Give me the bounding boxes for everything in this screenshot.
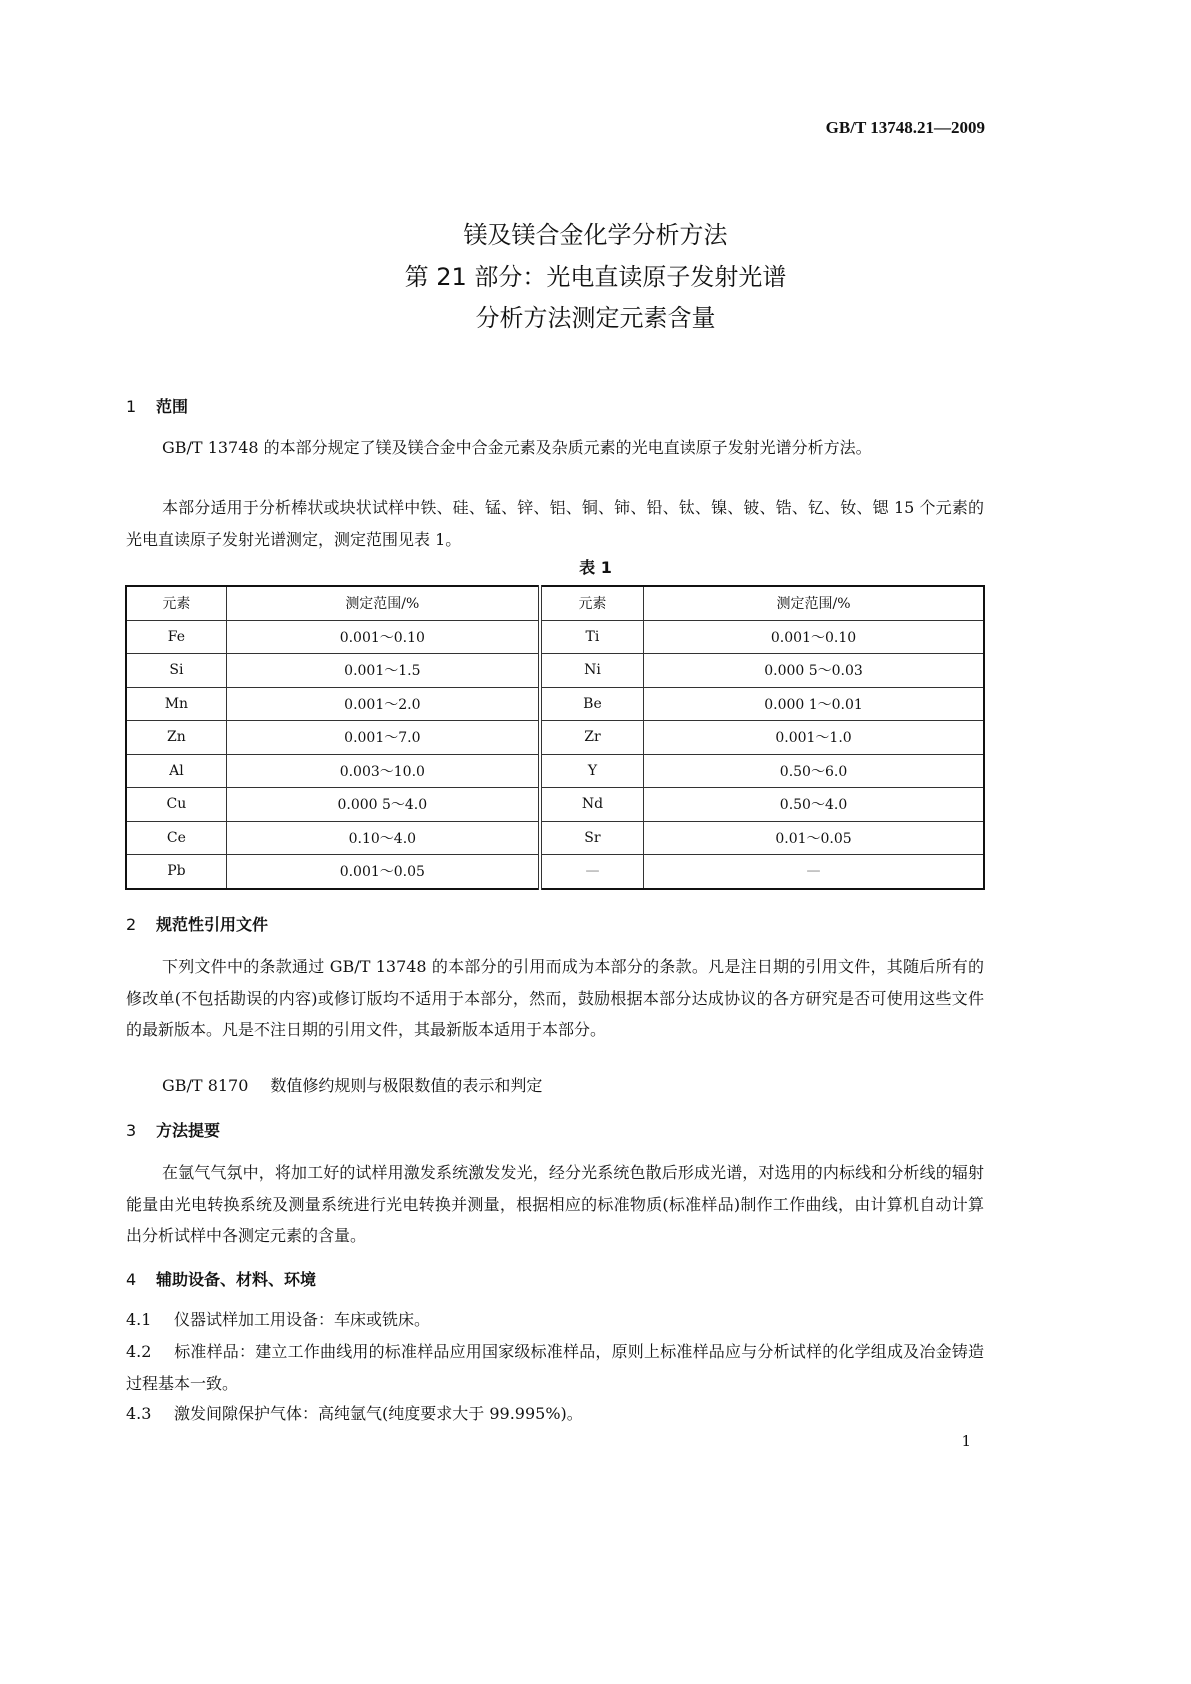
header-cell: 测定范围/% [644, 586, 984, 620]
table-cell: 0.001～0.05 [226, 855, 540, 889]
table-cell: Nd [540, 788, 644, 822]
header-cell: 测定范围/% [226, 586, 540, 620]
page-number: 1 [961, 1432, 971, 1450]
table-row [126, 821, 984, 855]
table-cell: 0.50～4.0 [644, 788, 984, 822]
table-cell: Be [540, 687, 644, 721]
table-cell: Zn [126, 721, 226, 755]
table-cell: Si [126, 654, 226, 688]
table-row [126, 654, 984, 688]
table-cell: Y [540, 754, 644, 788]
item-4-3: 4.3 激发间隙保护气体：高纯氩气(纯度要求大于 99.995%)。 [126, 1404, 583, 1423]
title-line-1: 镁及镁合金化学分析方法 [463, 221, 728, 249]
table-header-row [126, 586, 984, 620]
table-cell: 0.10～4.0 [226, 821, 540, 855]
scope-paragraph-2: 本部分适用于分析棒状或块状试样中铁、硅、锰、锌、铝、铜、铈、铅、钛、镍、铍、锆、钇、钕、锶 15 个元素的光电直读原子发射光谱测定，测定范围见表 1。 [126, 498, 984, 549]
table-cell: 0.000 1～0.01 [644, 687, 984, 721]
section-heading-2: 2 规范性引用文件 [126, 915, 269, 934]
title-line-3: 分析方法测定元素含量 [475, 304, 716, 332]
table-row [126, 620, 984, 654]
table-cell: Mn [126, 687, 226, 721]
references-paragraph: 下列文件中的条款通过 GB/T 13748 的本部分的引用而成为本部分的条款。凡是注日期的引用文件，其随后所有的修改单(不包括勘误的内容)或修订版均不适用于本部分，然而，鼓励根据本部分达成协议的各方研究是否可使用这些文件的最新版本。凡是不注日期的引用文件，其最新版本适用于本部分。 [126, 957, 984, 1039]
reference-item: GB/T 8170 数值修约规则与极限数值的表示和判定 [162, 1076, 543, 1095]
standard-code: GB/T 13748.21—2009 [825, 118, 985, 137]
table-cell: 0.001～7.0 [226, 721, 540, 755]
item-4-2: 4.2 标准样品：建立工作曲线用的标准样品应用国家级标准样品，原则上标准样品应与分析试样的化学组成及冶金铸造过程基本一致。 [126, 1342, 984, 1393]
item-4-1: 4.1 仪器试样加工用设备：车床或铣床。 [126, 1310, 431, 1329]
header-cell: 元素 [126, 586, 226, 620]
scope-paragraph-1: GB/T 13748 的本部分规定了镁及镁合金中合金元素及杂质元素的光电直读原子发射光谱分析方法。 [162, 438, 872, 457]
table-cell: Ni [540, 654, 644, 688]
table-cell: Ce [126, 821, 226, 855]
table-row [126, 687, 984, 721]
table-cell: — [644, 855, 984, 889]
table-cell: 0.50～6.0 [644, 754, 984, 788]
table-cell: Pb [126, 855, 226, 889]
section-heading-3: 3 方法提要 [126, 1121, 221, 1140]
table-cell: — [540, 855, 644, 889]
table-cell: 0.001～0.10 [644, 620, 984, 654]
table-cell: Cu [126, 788, 226, 822]
table-cell: Al [126, 754, 226, 788]
table-cell: 0.000 5～4.0 [226, 788, 540, 822]
table-cell: 0.001～0.10 [226, 620, 540, 654]
table-cell: Sr [540, 821, 644, 855]
table-cell: 0.001～1.5 [226, 654, 540, 688]
table-cell: 0.001～2.0 [226, 687, 540, 721]
method-paragraph: 在氩气气氛中，将加工好的试样用激发系统激发发光，经分光系统色散后形成光谱，对选用的内标线和分析线的辐射能量由光电转换系统及测量系统进行光电转换并测量，根据相应的标准物质(标准样品)制作工作曲线，由计算机自动计算出分析试样中各测定元素的含量。 [126, 1163, 984, 1245]
table-row [126, 721, 984, 755]
table-row [126, 855, 984, 889]
section-heading-4: 4 辅助设备、材料、环境 [126, 1270, 317, 1289]
table-row [126, 754, 984, 788]
header-cell: 元素 [540, 586, 644, 620]
table-cell: Ti [540, 620, 644, 654]
section-heading-1: 1 范围 [126, 397, 189, 416]
table-cell: 0.01～0.05 [644, 821, 984, 855]
table-cell: Fe [126, 620, 226, 654]
table-cell: 0.001～1.0 [644, 721, 984, 755]
table-row [126, 788, 984, 822]
table-caption: 表 1 [579, 558, 612, 577]
table-cell: Zr [540, 721, 644, 755]
table-cell: 0.000 5～0.03 [644, 654, 984, 688]
range-table [125, 585, 985, 890]
title-line-2: 第 21 部分：光电直读原子发射光谱 [404, 263, 787, 291]
table-cell: 0.003～10.0 [226, 754, 540, 788]
